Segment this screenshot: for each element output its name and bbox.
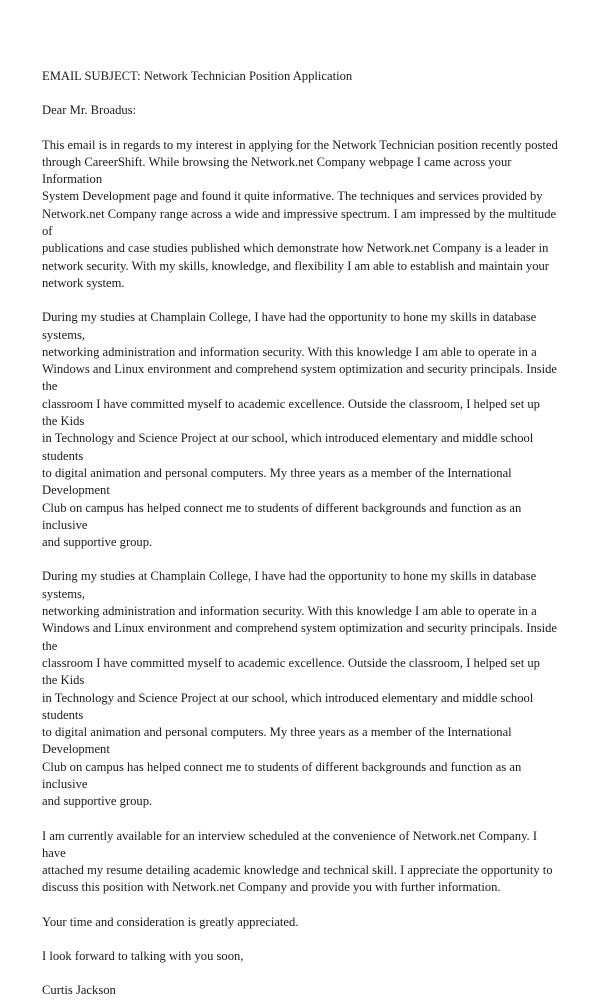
paragraph-line: and supportive group. <box>42 535 153 550</box>
signature-name: Curtis Jackson <box>42 983 116 998</box>
paragraph-line: to digital animation and personal computers. My three years as a member of the International Development <box>42 725 515 757</box>
paragraph-line: attached my resume detailing academic knowledge and technical skill. I appreciate the opportunity to <box>42 863 553 878</box>
thanks-block <box>42 914 558 931</box>
paragraph-line: networking administration and information security. With this knowledge I am able to operate in a <box>42 604 537 619</box>
paragraph-line: network security. With my skills, knowledge, and flexibility I am able to establish and maintain your <box>42 258 549 273</box>
salutation-line: Dear Mr. Broadus: <box>42 103 137 118</box>
paragraph-line: classroom I have committed myself to academic excellence. Outside the classroom, I helped set up the Kids <box>42 655 544 688</box>
paragraph-intro <box>42 137 558 293</box>
paragraph-line: Club on campus has helped connect me to students of different backgrounds and function as an inclusive <box>42 759 525 791</box>
paragraph-line: network system. <box>42 275 125 290</box>
thanks-line: Your time and consideration is greatly appreciated. <box>42 914 299 929</box>
paragraph-line: During my studies at Champlain College, I have had the opportunity to hone my skills in database systems, <box>42 310 540 342</box>
paragraph-line: publications and case studies published which demonstrate how Network.net Company is a leader in <box>42 241 549 256</box>
paragraph-line: networking administration and information security. With this knowledge I am able to operate in a <box>42 344 537 359</box>
paragraph-line: System Development page and found it quite informative. The techniques and services provided by <box>42 189 543 204</box>
paragraph-qualifications-second <box>42 568 561 810</box>
paragraph-line: I am currently available for an interview scheduled at the convenience of Network.net Company. I have <box>42 828 541 860</box>
paragraph-line: Network.net Company range across a wide and impressive spectrum. I am impressed by the multitude of <box>42 206 560 239</box>
letter-body <box>42 68 561 1000</box>
closing-line: I look forward to talking with you soon, <box>42 949 244 964</box>
paragraph-line: classroom I have committed myself to academic excellence. Outside the classroom, I helped set up the Kids <box>42 396 544 429</box>
paragraph-qualifications-first <box>42 309 561 551</box>
paragraph-line: in Technology and Science Project at our school, which introduced elementary and middle school students <box>42 690 537 722</box>
paragraph-line: Windows and Linux environment and comprehend system optimization and security principals. Inside the <box>42 362 561 394</box>
closing-block <box>42 948 558 965</box>
paragraph-line: to digital animation and personal computers. My three years as a member of the International Development <box>42 465 515 498</box>
email-subject-line: EMAIL SUBJECT: Network Technician Position Application <box>42 69 353 83</box>
subject-block <box>42 68 558 85</box>
salutation-block <box>42 102 558 119</box>
signature-block <box>42 982 558 999</box>
paragraph-line: discuss this position with Network.net Company and provide you with further information. <box>42 880 501 895</box>
paragraph-line: Windows and Linux environment and comprehend system optimization and security principals. Inside the <box>42 621 561 653</box>
paragraph-line: through CareerShift. While browsing the Network.net Company webpage I came across your Information <box>42 154 515 187</box>
paragraph-line: During my studies at Champlain College, I have had the opportunity to hone my skills in database systems, <box>42 569 540 601</box>
paragraph-line: in Technology and Science Project at our school, which introduced elementary and middle school students <box>42 431 537 463</box>
paragraph-availability <box>42 828 558 897</box>
paragraph-line: This email is in regards to my interest in applying for the Network Technician position recently posted <box>42 137 558 152</box>
paragraph-line: and supportive group. <box>42 794 153 809</box>
paragraph-line: Club on campus has helped connect me to students of different backgrounds and function as an inclusive <box>42 500 525 532</box>
